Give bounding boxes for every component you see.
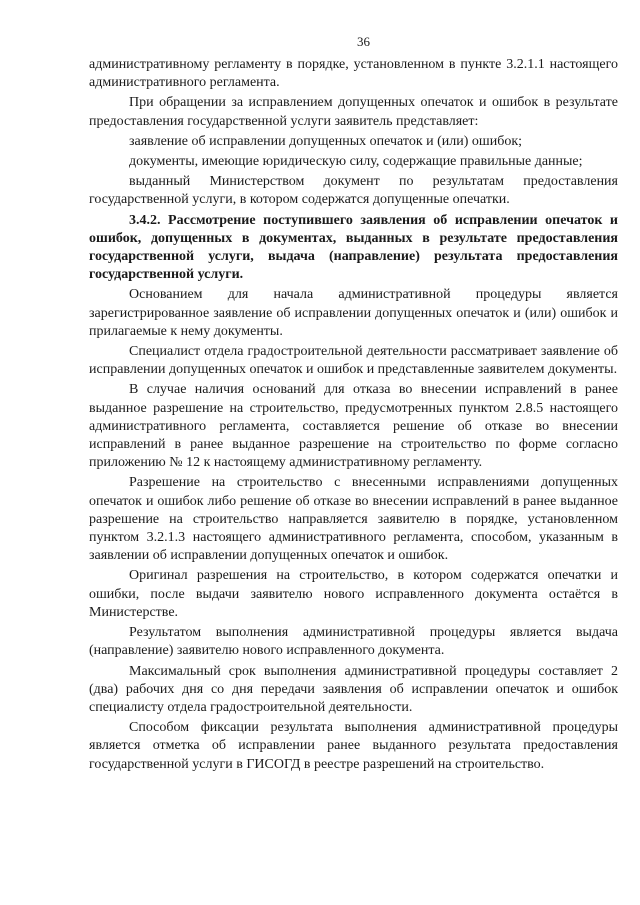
- paragraph-specialist-review: Специалист отдела градостроительной деятельности рассматривает заявление об исправлении допущенных опечаток и ошибок и представленные заявителем документы.: [89, 344, 618, 378]
- paragraph-max-term: Максимальный срок выполнения административной процедуры составляет 2 (два) рабочих дня со дня передачи заявления об исправлении опечаток и ошибок специалисту отдела градостроительной деятельности.: [89, 663, 618, 715]
- list-item-application: заявление об исправлении допущенных опечаток и (или) ошибок;: [129, 133, 523, 149]
- list-item-legal-documents: документы, имеющие юридическую силу, содержащие правильные данные;: [129, 154, 583, 170]
- document-body: [89, 56, 618, 774]
- page-number: 36: [357, 34, 370, 49]
- paragraph-result: Результатом выполнения административной процедуры является выдача (направление) заявителю нового исправленного документа.: [89, 625, 618, 659]
- paragraph-permit-sent: Разрешение на строительство с внесенными исправлениями допущенных опечаток и ошибок либо решение об отказе во внесении исправлений в ранее выданное разрешение на строительство направляется заявителю в порядке, установленном пунктом 3.2.1.3 настоящего административного регламента, способом, указанным в заявлении об исправлении допущенных опечаток и ошибок.: [89, 475, 618, 564]
- paragraph-grounds: Основанием для начала административной процедуры является зарегистрированное заявление об исправлении допущенных опечаток и (или) ошибок и прилагаемые к нему документы.: [89, 287, 618, 339]
- paragraph-fixation-method: Способом фиксации результата выполнения административной процедуры является отметка об исправлении ранее выданного результата предоставления государственной услуги в ГИСОГД в реестре разрешений на строительство.: [89, 720, 618, 772]
- paragraph-refusal-grounds: В случае наличия оснований для отказа во внесении исправлений в ранее выданное разрешение на строительство, предусмотренных пунктом 2.8.5 настоящего административного регламента, составляется решение об отказе во внесении исправлений в ранее выданное разрешение на строительство по форме согласно приложению № 12 к настоящему административному регламенту.: [89, 382, 618, 471]
- paragraph-original-retained: Оригинал разрешения на строительство, в котором содержатся опечатки и ошибки, после выдачи заявителю нового исправленного документа остаётся в Министерстве.: [89, 568, 618, 620]
- section-heading-3-4-2: 3.4.2. Рассмотрение поступившего заявления об исправлении опечаток и ошибок, допущенных в документах, выданных в результате предоставления государственной услуги, выдача (направление) результата предоставления государственной услуги.: [89, 212, 618, 283]
- list-item-issued-document: выданный Министерством документ по результатам предоставления государственной услуги, в котором содержатся допущенные опечатки.: [89, 174, 618, 208]
- paragraph-applicant-submits: При обращении за исправлением допущенных опечаток и ошибок в результате предоставления государственной услуги заявитель представляет:: [89, 95, 618, 129]
- paragraph-continuation: административному регламенту в порядке, установленном в пункте 3.2.1.1 настоящего административного регламента.: [89, 57, 618, 91]
